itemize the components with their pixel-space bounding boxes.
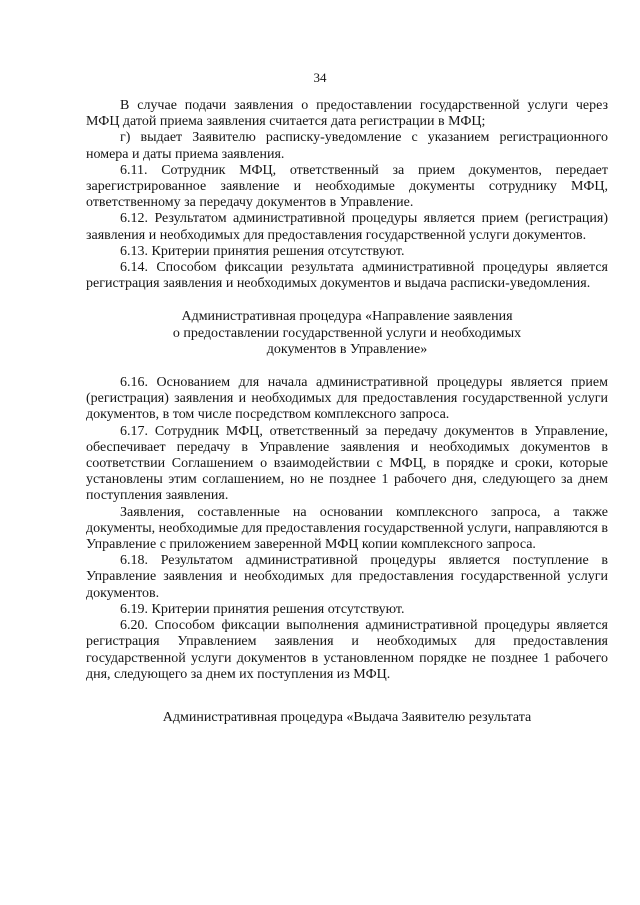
document-body [86, 98, 608, 726]
paragraph-6-11: 6.11. Сотрудник МФЦ, ответственный за прием документов, передает зарегистрированное заявление и необходимые документы сотруднику МФЦ, ответственному за передачу документов в Управление. [86, 162, 608, 211]
paragraph-6-14: 6.14. Способом фиксации результата административной процедуры является регистрация заявления и необходимых документов и выдача расписки-уведомления. [86, 260, 608, 292]
section-heading-line: Административная процедура «Направление заявления [181, 309, 513, 325]
section-heading-line: документов в Управление» [266, 341, 428, 357]
page-number: 34 [313, 70, 327, 85]
paragraph-6-16: 6.16. Основанием для начала административной процедуры является прием (регистрация) заявления и необходимых для предоставления государственной услуги документов, в том числе посредством комплексного запроса. [86, 375, 608, 423]
paragraph-6-20: 6.20. Способом фиксации выполнения административной процедуры является регистрация Управлением заявления и необходимых для предоставления государственной услуги документов в установленном порядке не позднее 1 рабочего дня, следующего за днем их поступления из МФЦ. [86, 618, 608, 682]
section-heading-transfer [86, 309, 608, 358]
paragraph-6-12: 6.12. Результатом административной процедуры является прием (регистрация) заявления и необходимых для предоставления государственной услуги документов. [86, 211, 608, 243]
paragraph-complex-request: Заявления, составленные на основании комплексного запроса, а также документы, необходимые для предоставления государственной услуги, направляются в Управление с приложением заверенной МФЦ копии комплексного запроса. [86, 504, 609, 553]
paragraph-6-17: 6.17. Сотрудник МФЦ, ответственный за передачу документов в Управление, обеспечивает передачу в Управление заявления и необходимых документов в соответствии Соглашением о взаимодействии с МФЦ, в порядке и сроки, которые установлены этим соглашением, но не позднее 1 рабочего дня, следующего за днем поступления заявления. [86, 423, 608, 504]
paragraph-6-18: 6.18. Результатом административной процедуры является поступление в Управление заявления и необходимых для предоставления государственной услуги документов. [86, 553, 608, 601]
paragraph-6-13: 6.13. Критерии принятия решения отсутствуют. [120, 243, 405, 259]
paragraph-6-19: 6.19. Критерии принятия решения отсутствуют. [120, 601, 405, 617]
section-heading-line: о предоставлении государственной услуги и необходимых [172, 325, 522, 341]
paragraph-receipt: г) выдает Заявителю расписку-уведомление с указанием регистрационного номера и даты приема заявления. [86, 130, 608, 162]
section-heading-issuance: Административная процедура «Выдача Заявителю результата [162, 709, 532, 725]
paragraph-mfc-date: В случае подачи заявления о предоставлении государственной услуги через МФЦ датой приема заявления считается дата регистрации в МФЦ; [86, 98, 608, 130]
